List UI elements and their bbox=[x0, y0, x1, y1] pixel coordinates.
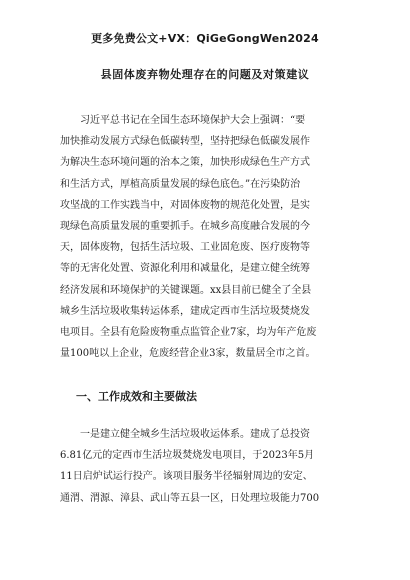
intro-line: 城乡生活垃圾收集转运体系，建成定西市生活垃圾焚烧发 bbox=[60, 305, 310, 317]
section-line: 一是建立健全城乡生活垃圾收运体系。建成了总投资 bbox=[60, 429, 310, 440]
section-heading: 一、工作成效和主要做法 bbox=[76, 390, 197, 403]
intro-line: 为解决生态环境问题的治本之策，加快形成绿色生产方式 bbox=[60, 157, 310, 169]
intro-paragraph bbox=[60, 110, 360, 364]
intro-line: 经济发展和环境保护的关键课题。xx县目前已健全了全县 bbox=[60, 284, 312, 296]
section-line: 11日启炉试运行投产。该项目服务半径辐射周边的安定、 bbox=[60, 471, 313, 483]
section-line: 通渭、渭源、漳县、武山等五县一区，日处理垃圾能力700 bbox=[60, 492, 320, 504]
intro-line: 天，固体废物，包括生活垃圾、工业固危废、医疗废物等 bbox=[60, 242, 310, 254]
intro-line: 和生活方式，厚植高质量发展的绿色底色。”在污染防治 bbox=[60, 178, 301, 190]
intro-line: 现绿色高质量发展的重要抓手。在城乡高度融合发展的今 bbox=[60, 220, 310, 232]
section-line: 6.81亿元的定西市生活垃圾焚烧发电项目，于2023年5月 bbox=[60, 450, 315, 462]
intro-line: 加快推动发展方式绿色低碳转型，坚持把绿色低碳发展作 bbox=[60, 136, 310, 148]
promo-header: 更多免费公文+VX：QiGeGongWen2024 bbox=[91, 32, 319, 45]
document-title: 县固体废弃物处理存在的问题及对策建议 bbox=[100, 68, 310, 81]
intro-line: 量100吨以上企业，危废经营企业3家，数量居全市之首。 bbox=[60, 348, 316, 360]
intro-line: 等的无害化处置、资源化利用和减量化，是建立健全统筹 bbox=[60, 263, 310, 275]
intro-line: 习近平总书记在全国生态环境保护大会上强调：“要 bbox=[60, 115, 306, 126]
section1-paragraph bbox=[60, 424, 360, 509]
intro-line: 攻坚战的工作实践当中，对固体废物的规范化处置，是实 bbox=[60, 199, 310, 211]
intro-line: 电项目。全县有危险废物重点监管企业7家，均为年产危废 bbox=[60, 326, 317, 338]
